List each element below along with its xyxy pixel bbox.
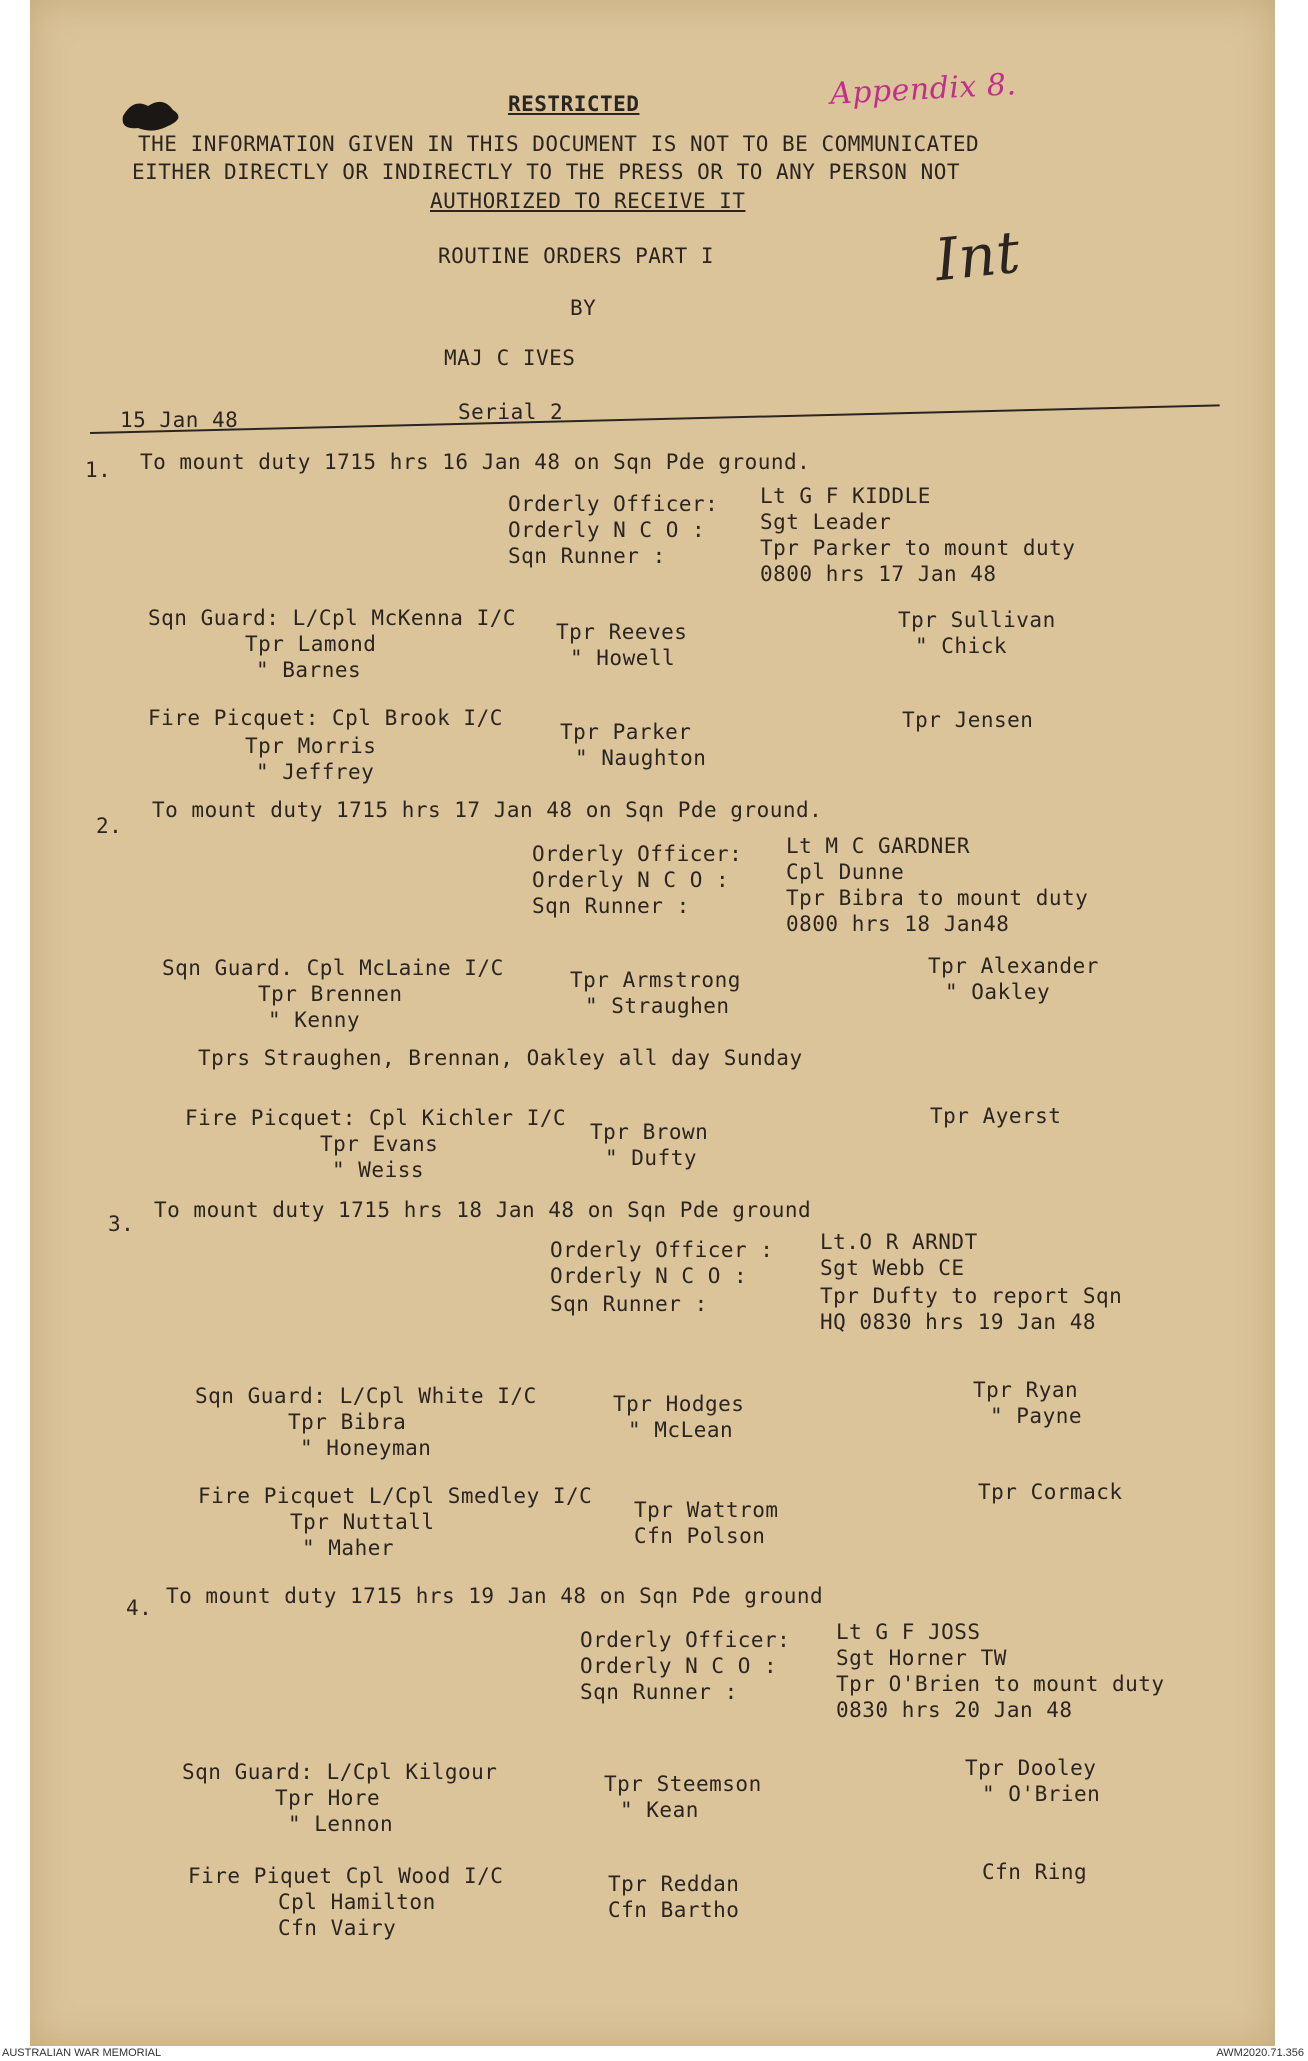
guard-member: Tpr Steemson [604, 1772, 762, 1796]
duty-value: Tpr Bibra to mount duty [786, 886, 1089, 910]
picquet-member: Tpr Parker [560, 720, 692, 744]
picquet-member: " Dufty [605, 1146, 698, 1170]
duty-value: HQ 0830 hrs 19 Jan 48 [820, 1310, 1097, 1334]
guard-member: " Barnes [256, 658, 362, 682]
picquet-member: Cpl Hamilton [278, 1890, 436, 1914]
guard-member: " Chick [915, 634, 1008, 658]
duty-value: Lt G F KIDDLE [760, 484, 931, 508]
duty-label: Sqn Runner : [508, 544, 666, 568]
warning-line-1: THE INFORMATION GIVEN IN THIS DOCUMENT IS NOT TO BE COMMUNICATED [138, 132, 980, 156]
guard-member: " Straughen [585, 994, 730, 1018]
guard-lead: Sqn Guard: L/Cpl Kilgour [182, 1760, 498, 1784]
duty-label: Orderly N C O : [550, 1264, 748, 1288]
guard-member: Tpr Reeves [556, 620, 688, 644]
header-rule [90, 404, 1220, 434]
picquet-member: Tpr Morris [245, 734, 377, 758]
picquet-member: " Weiss [332, 1158, 425, 1182]
order-heading: To mount duty 1715 hrs 16 Jan 48 on Sqn Pde ground. [140, 450, 811, 474]
duty-label: Orderly Officer: [532, 842, 743, 866]
guard-member: Tpr Bibra [288, 1410, 407, 1434]
duty-label: Sqn Runner : [532, 894, 690, 918]
guard-member: " Kean [620, 1798, 699, 1822]
document-title: ROUTINE ORDERS PART I [438, 244, 715, 268]
guard-member: Tpr Alexander [928, 954, 1099, 978]
picquet-member: Cfn Bartho [608, 1898, 740, 1922]
duty-value: Sgt Leader [760, 510, 892, 534]
picquet-lead: Fire Picquet: Cpl Kichler I/C [185, 1106, 567, 1130]
picquet-lead: Fire Picquet: Cpl Brook I/C [148, 706, 503, 730]
serial-number: Serial 2 [458, 400, 564, 424]
duty-label: Sqn Runner : [550, 1292, 708, 1316]
order-heading: To mount duty 1715 hrs 18 Jan 48 on Sqn Pde ground [154, 1198, 812, 1222]
guard-lead: Sqn Guard: L/Cpl McKenna I/C [148, 606, 517, 630]
duty-value: 0800 hrs 18 Jan48 [786, 912, 1010, 936]
picquet-member: Tpr Nuttall [290, 1510, 435, 1534]
picquet-member: " Jeffrey [256, 760, 375, 784]
guard-lead: Sqn Guard. Cpl McLaine I/C [162, 956, 504, 980]
guard-member: Tpr Hodges [613, 1392, 745, 1416]
picquet-member: Tpr Evans [320, 1132, 439, 1156]
author-name: MAJ C IVES [444, 346, 576, 370]
guard-member: Tpr Lamond [245, 632, 377, 656]
guard-member: Tpr Dooley [965, 1756, 1097, 1780]
picquet-lead: Fire Piquet Cpl Wood I/C [188, 1864, 504, 1888]
duty-value: Sgt Horner TW [836, 1646, 1007, 1670]
picquet-member: Cfn Ring [982, 1860, 1088, 1884]
order-number: 4. [126, 1596, 153, 1620]
duty-label: Orderly Officer: [580, 1628, 791, 1652]
picquet-member: Tpr Wattrom [634, 1498, 779, 1522]
picquet-lead: Fire Picquet L/Cpl Smedley I/C [198, 1484, 593, 1508]
guard-member: " Oakley [945, 980, 1051, 1004]
warning-line-3: AUTHORIZED TO RECEIVE IT [430, 189, 746, 213]
guard-member: " Lennon [288, 1812, 394, 1836]
restricted-heading: RESTRICTED [508, 92, 640, 116]
by-label: BY [570, 296, 597, 320]
picquet-member: Cfn Vairy [278, 1916, 397, 1940]
duty-value: 0830 hrs 20 Jan 48 [836, 1698, 1073, 1722]
archive-reference: AWM2020.71.356 [1216, 2047, 1304, 2059]
duty-label: Orderly Officer: [508, 492, 719, 516]
picquet-member: Tpr Cormack [978, 1480, 1123, 1504]
guard-member: " Payne [990, 1404, 1083, 1428]
order-heading: To mount duty 1715 hrs 17 Jan 48 on Sqn Pde ground. [152, 798, 823, 822]
order-number: 2. [96, 814, 123, 838]
duty-value: Tpr Parker to mount duty [760, 536, 1076, 560]
guard-member: Tpr Hore [275, 1786, 381, 1810]
duty-value: 0800 hrs 17 Jan 48 [760, 562, 997, 586]
picquet-member: " Naughton [575, 746, 707, 770]
duty-value: Lt G F JOSS [836, 1620, 981, 1644]
picquet-member: Tpr Brown [590, 1120, 709, 1144]
duty-value: Lt M C GARDNER [786, 834, 971, 858]
duty-label: Orderly N C O : [508, 518, 706, 542]
order-number: 1. [85, 458, 112, 482]
guard-member: " Kenny [268, 1008, 361, 1032]
picquet-member: Tpr Jensen [902, 708, 1034, 732]
picquet-member: Tpr Reddan [608, 1872, 740, 1896]
guard-member: " O'Brien [982, 1782, 1101, 1806]
guard-member: Tpr Sullivan [898, 608, 1056, 632]
guard-member: Tpr Ryan [973, 1378, 1079, 1402]
guard-member: Tpr Armstrong [570, 968, 741, 992]
ink-blot [118, 96, 188, 136]
duty-value: Cpl Dunne [786, 860, 905, 884]
duty-label: Orderly N C O : [532, 868, 730, 892]
document-page [30, 0, 1275, 2046]
duty-value: Lt.O R ARNDT [820, 1230, 978, 1254]
duty-label: Orderly Officer : [550, 1238, 774, 1262]
archive-credit: AUSTRALIAN WAR MEMORIAL [2, 2047, 162, 2059]
picquet-member: " Maher [302, 1536, 395, 1560]
guard-member: Tpr Brennen [258, 982, 403, 1006]
guard-member: " Honeyman [300, 1436, 432, 1460]
document-date: 15 Jan 48 [120, 408, 239, 432]
warning-line-2: EITHER DIRECTLY OR INDIRECTLY TO THE PRESS OR TO ANY PERSON NOT [132, 160, 961, 184]
int-handwritten-mark: Int [931, 217, 1024, 295]
duty-value: Sgt Webb CE [820, 1256, 965, 1280]
duty-label: Orderly N C O : [580, 1654, 778, 1678]
order-heading: To mount duty 1715 hrs 19 Jan 48 on Sqn Pde ground [166, 1584, 824, 1608]
picquet-member: Tpr Ayerst [930, 1104, 1062, 1128]
guard-member: " McLean [628, 1418, 734, 1442]
duty-value: Tpr O'Brien to mount duty [836, 1672, 1165, 1696]
picquet-member: Cfn Polson [634, 1524, 766, 1548]
guard-member: " Howell [570, 646, 676, 670]
duty-value: Tpr Dufty to report Sqn [820, 1284, 1123, 1308]
order-number: 3. [108, 1212, 135, 1236]
appendix-annotation: Appendix 8. [829, 67, 1018, 112]
duty-label: Sqn Runner : [580, 1680, 738, 1704]
order-note: Tprs Straughen, Brennan, Oakley all day Sunday [198, 1046, 803, 1070]
guard-lead: Sqn Guard: L/Cpl White I/C [195, 1384, 537, 1408]
